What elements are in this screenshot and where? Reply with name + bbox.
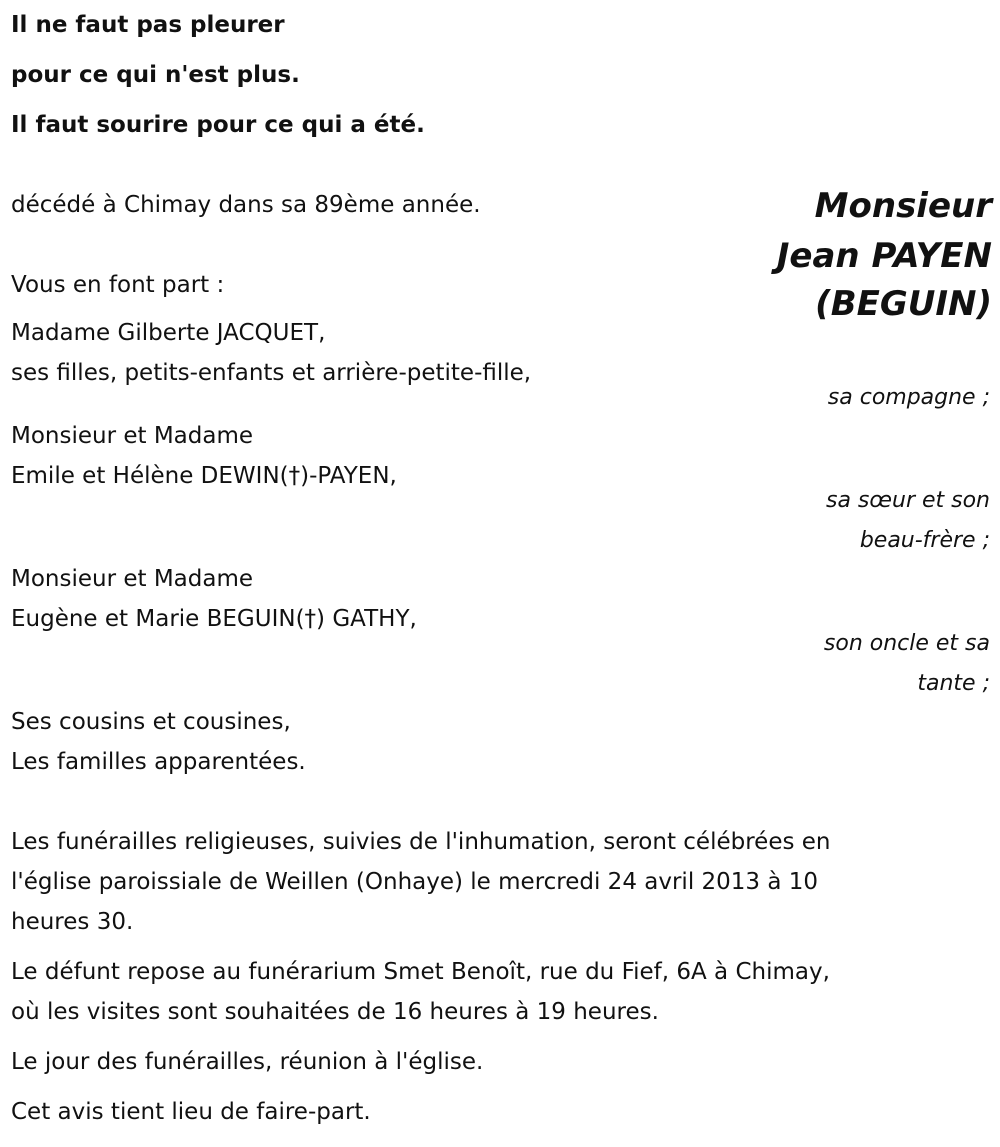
- deceased-name: Jean PAYEN: [776, 236, 992, 276]
- relative-2-line-1: Monsieur et Madame: [11, 423, 254, 449]
- relative-3-line-2: Eugène et Marie BEGUIN(†) GATHY,: [11, 606, 417, 632]
- relative-3-relation-1: son oncle et sa: [823, 631, 990, 656]
- meeting-line: Le jour des funérailles, réunion à l'église.: [11, 1049, 484, 1075]
- deceased-maiden-name: (BEGUIN): [815, 284, 992, 324]
- visitation-line-1: Le défunt repose au funérarium Smet Benoît, rue du Fief, 6A à Chimay,: [11, 959, 830, 985]
- relative-3-line-1: Monsieur et Madame: [11, 566, 254, 592]
- relative-3-relation-2: tante ;: [917, 671, 990, 696]
- death-line: décédé à Chimay dans sa 89ème année.: [11, 192, 481, 218]
- quote-line-1: Il ne faut pas pleurer: [11, 12, 285, 38]
- relative-1-relation: sa compagne ;: [827, 385, 990, 410]
- quote-line-3: Il faut sourire pour ce qui a été.: [11, 112, 425, 138]
- announcement: Vous en font part :: [11, 272, 225, 298]
- quote-line-2: pour ce qui n'est plus.: [11, 62, 300, 88]
- relative-2-line-2: Emile et Hélène DEWIN(†)-PAYEN,: [11, 463, 397, 489]
- deceased-title: Monsieur: [814, 186, 992, 226]
- relative-2-relation-2: beau-frère ;: [859, 528, 990, 553]
- notice-line: Cet avis tient lieu de faire-part.: [11, 1099, 371, 1125]
- visitation-line-2: où les visites sont souhaitées de 16 heures à 19 heures.: [11, 999, 659, 1025]
- extended-family-line-1: Ses cousins et cousines,: [11, 709, 291, 735]
- relative-1-line-2: ses filles, petits-enfants et arrière-petite-fille,: [11, 360, 532, 386]
- funeral-line-2: l'église paroissiale de Weillen (Onhaye) le mercredi 24 avril 2013 à 10: [11, 869, 819, 895]
- funeral-line-3: heures 30.: [11, 909, 134, 935]
- relative-2-relation-1: sa sœur et son: [825, 488, 990, 513]
- funeral-line-1: Les funérailles religieuses, suivies de l'inhumation, seront célébrées en: [11, 829, 831, 855]
- relative-1-line-1: Madame Gilberte JACQUET,: [11, 320, 326, 346]
- extended-family-line-2: Les familles apparentées.: [11, 749, 306, 775]
